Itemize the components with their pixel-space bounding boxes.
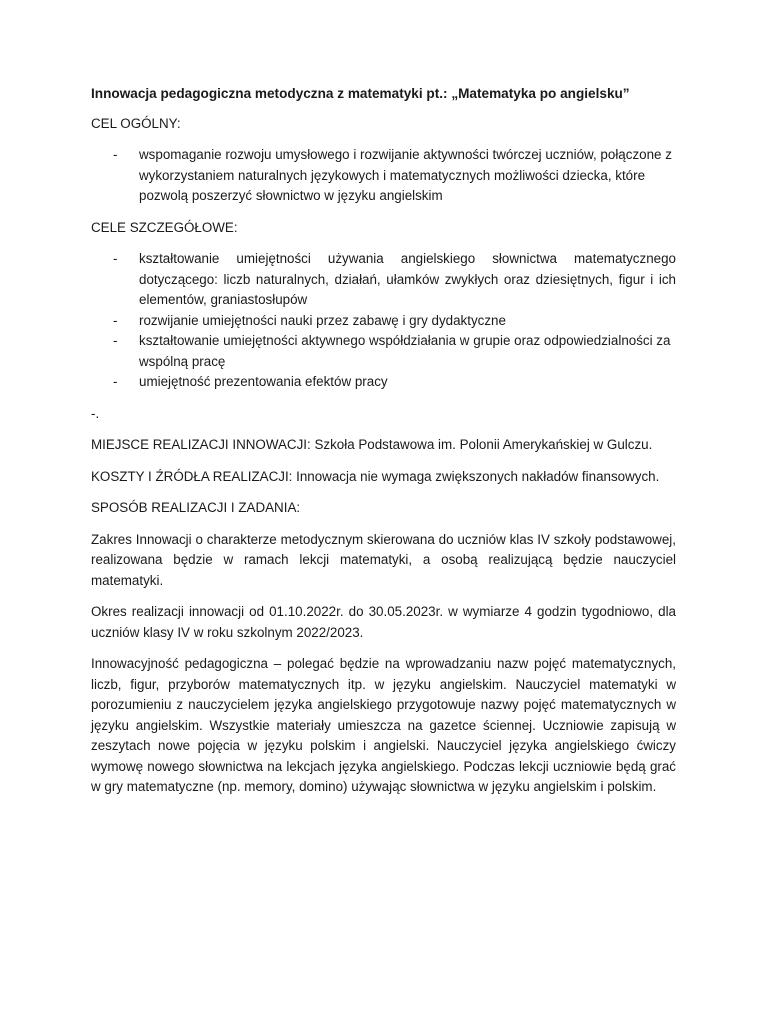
list-item xyxy=(91,311,676,332)
list-item xyxy=(91,331,676,372)
list-item-text: rozwijanie umiejętności nauki przez zabawę i gry dydaktyczne xyxy=(139,312,506,328)
section-heading-cele-szczegolowe: CELE SZCZEGÓŁOWE: xyxy=(91,219,238,235)
list-item-text: kształtowanie umiejętności aktywnego współdziałania w grupie oraz odpowiedzialności za wspólną pracę xyxy=(139,333,671,369)
stray-mark: -. xyxy=(91,405,100,421)
koszty-realizacji: KOSZTY I ŹRÓDŁA REALIZACJI: Innowacja nie wymaga zwiększonych nakładów finansowych. xyxy=(91,468,660,484)
dash-bullet: - xyxy=(113,147,118,162)
list-item-text: kształtowanie umiejętności używania angielskiego słownictwa matematycznego dotyczącego: liczb naturalnych, działań, ułamków zwykłych oraz dziesiętnych, figur i ich elementów, graniastosłupów xyxy=(139,251,676,307)
section-heading-sposob: SPOSÓB REALIZACJI I ZADANIA: xyxy=(91,500,301,515)
list-item xyxy=(91,249,676,311)
cel-ogolny-list xyxy=(91,145,676,207)
dash-bullet: - xyxy=(113,251,118,266)
miejsce-realizacji: MIEJSCE REALIZACJI INNOWACJI: Szkoła Podstawowa im. Polonii Amerykańskiej w Gulczu. xyxy=(91,437,653,452)
list-item xyxy=(91,145,676,207)
cele-szczegolowe-list xyxy=(91,249,676,393)
section-heading-cel-ogolny: CEL OGÓLNY: xyxy=(91,115,181,131)
document-title: Innowacja pedagogiczna metodyczna z matematyki pt.: „Matematyka po angielsku” xyxy=(91,86,630,101)
list-item xyxy=(91,372,676,393)
paragraph-zakres: Zakres Innowacji o charakterze metodycznym skierowana do uczniów klas IV szkoły podstawowej, realizowana będzie w ramach lekcji matematyki, a osobą realizującą będzie nauczyciel matematyki. xyxy=(91,531,676,588)
list-item-text: wspomaganie rozwoju umysłowego i rozwijanie aktywności twórczej uczniów, połączone z wykorzystaniem naturalnych językowych i matematycznych możliwości dziecka, które pozwolą poszerzyć słownictwo w języku angielskim xyxy=(139,147,672,203)
dash-bullet: - xyxy=(113,374,118,389)
dash-bullet: - xyxy=(113,333,118,348)
paragraph-innowacyjnosc: Innowacyjność pedagogiczna – polegać będzie na wprowadzaniu nazw pojęć matematycznych, liczb, figur, przyborów matematycznych itp. w języku angielskim. Nauczyciel matematyki w porozumieniu z nauczycielem języka angielskiego przygotowuje nazwy pojęć matematycznych w języku angielskim. Wszystkie materiały umieszcza na gazetce ściennej. Uczniowie zapisują w zeszytach nowe pojęcia w języku polskim i angielski. Nauczyciel języka angielskiego ćwiczy wymowę nowego słownictwa na lekcjach języka angielskiego. Podczas lekcji uczniowie będą grać w gry matematyczne (np. memory, domino) używając słownictwa w języku angielskim i polskim. xyxy=(91,656,676,794)
list-item-text: umiejętność prezentowania efektów pracy xyxy=(139,374,388,389)
dash-bullet: - xyxy=(113,312,118,328)
paragraph-okres: Okres realizacji innowacji od 01.10.2022r. do 30.05.2023r. w wymiarze 4 godzin tygodniowo, dla uczniów klasy IV w roku szkolnym 2022/2023. xyxy=(91,604,676,640)
